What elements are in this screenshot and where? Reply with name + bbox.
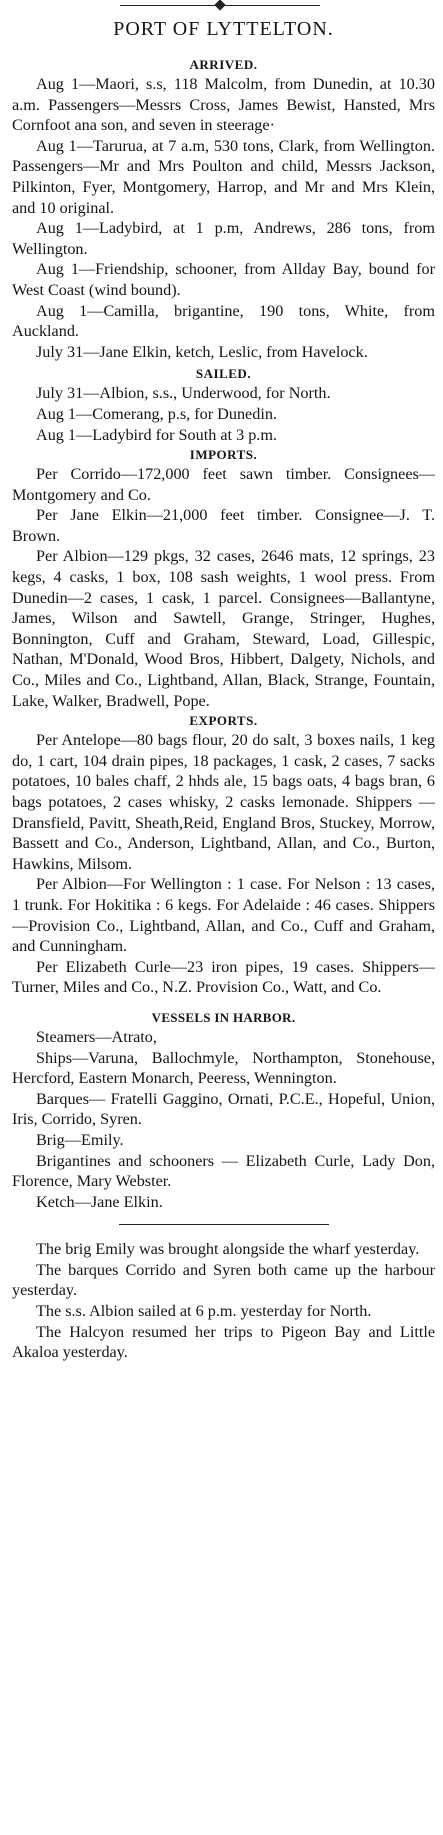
exports-section [12, 711, 435, 998]
vessels-section [12, 1008, 435, 1212]
vessels-heading: VESSELS IN HARBOR. [151, 1009, 296, 1025]
note-entry: The barques Corrido and Syren both came up the harbour yesterday. [12, 1260, 435, 1300]
arrived-entry: Aug 1—Camilla, brigantine, 190 tons, White, from Auckland. [12, 301, 435, 341]
vessels-entry: Steamers—Atrato, [36, 1027, 157, 1046]
arrived-entry: Aug 1—Friendship, schooner, from Allday Bay, bound for West Coast (wind bound). [12, 260, 435, 299]
sailed-entry: Aug 1—Comerang, p.s, for Dunedin. [36, 404, 277, 423]
arrived-heading: ARRIVED. [189, 57, 258, 72]
exports-entry: Per Albion—For Wellington : 1 case. For Nelson : 13 cases, 1 trunk. For Hokitika : 6 kegs. For Adelaide : 46 cases. Shippers—Provision Co., Lightband, Allan, and Co., Cuff and Graham, and Cunningham. [12, 875, 435, 956]
arrived-entry: Aug 1—Tarurua, at 7 a.m, 530 tons, Clark, from Wellington. Passengers—Mr and Mrs Poulton and child, Messrs Jackson, Pilkinton, Fyer, Montgomery, Harrop, and Mr and Mrs Klein, and 10 original. [12, 136, 435, 217]
sailed-section [12, 364, 435, 445]
imports-entry: Per Albion—129 pkgs, 32 cases, 2646 mats, 12 springs, 23 kegs, 4 casks, 1 box, 108 sash weights, 1 wool press. From Dunedin—2 cases, 1 cask, 1 parcel. Consignees—Ballantyne, James, Wilson and Sawtell, Grange, Stringer, Hughes, Bonnington, Cuff and Graham, Steward, Load, Gillespic, Nathan, M'Donald, Wood Bros, Hibbert, Dalgety, Nichols, and Co., Miles and Co., Lightband, Allan, Black, Strange, Fountain, Lake, Walker, Bradwell, Pope. [12, 547, 435, 710]
arrived-entry: Aug 1—Ladybird, at 1 p.m, Andrews, 286 tons, from Wellington. [12, 219, 435, 258]
exports-entry: Per Elizabeth Curle—23 iron pipes, 19 cases. Shippers—Turner, Miles and Co., N.Z. Provision Co., Watt, and Co. [12, 957, 435, 997]
imports-section [12, 445, 435, 711]
imports-heading: IMPORTS. [189, 447, 258, 463]
sailed-entry: Aug 1—Ladybird for South at 3 p.m. [36, 425, 277, 444]
arrived-entry: Aug 1—Maori, s.s, 118 Malcolm, from Dunedin, at 10.30 a.m. Passengers—Messrs Cross, James Bewist, Hansted, Mrs Cornfoot ana son, and seven in steerage· [12, 75, 435, 135]
exports-entry: Per Antelope—80 bags flour, 20 do salt, 3 boxes nails, 1 keg do, 1 cart, 104 drain pipes, 18 packages, 1 cask, 2 cases, 7 sacks potatoes, 10 bales chaff, 2 hhds ale, 15 bags oats, 4 bags bran, 6 bags potatoes, 2 cases whisky, 2 casks lemonade. Shippers —Dransfield, Pavitt, Sheath,Reid, England Bros, Stuckey, Morrow, Bassett and Co., Anderson, Lightband, Allan, and Co., Burton, Hawkins, Milsom. [12, 731, 435, 873]
imports-entry: Per Jane Elkin—21,000 feet timber. Consignee—J. T. Brown. [12, 506, 435, 545]
arrived-section [12, 55, 435, 362]
vessels-entry: Brig—Emily. [36, 1130, 124, 1149]
note-entry: The Halcyon resumed her trips to Pigeon Bay and Little Akaloa yesterday. [12, 1322, 435, 1362]
note-entry: The brig Emily was brought alongside the wharf yesterday. [36, 1240, 420, 1259]
sailed-entry: July 31—Albion, s.s., Underwood, for North. [36, 384, 331, 403]
arrived-entry: July 31—Jane Elkin, ketch, Leslic, from Havelock. [36, 342, 368, 361]
vessels-entry: Ketch—Jane Elkin. [36, 1192, 163, 1211]
vessels-entry: Barques— Fratelli Gaggino, Ornati, P.C.E., Hopeful, Union, Iris, Corrido, Syren. [12, 1089, 435, 1129]
vessels-entry: Brigantines and schooners — Elizabeth Curle, Lady Don, Florence, Mary Webster. [12, 1151, 435, 1191]
note-entry: The s.s. Albion sailed at 6 p.m. yesterday for North. [36, 1302, 372, 1321]
imports-entry: Per Corrido—172,000 feet sawn timber. Consignees—Montgomery and Co. [12, 465, 435, 504]
sailed-heading: SAILED. [195, 366, 252, 382]
vessels-entry: Ships—Varuna, Ballochmyle, Northampton, Stonehouse, Hercford, Eastern Monarch, Peeress, Wennington. [12, 1048, 435, 1088]
exports-heading: EXPORTS. [189, 713, 258, 729]
section-divider [119, 1224, 329, 1225]
notes-section [12, 1239, 435, 1363]
page-title: PORT OF LYTTELTON. [113, 18, 334, 40]
